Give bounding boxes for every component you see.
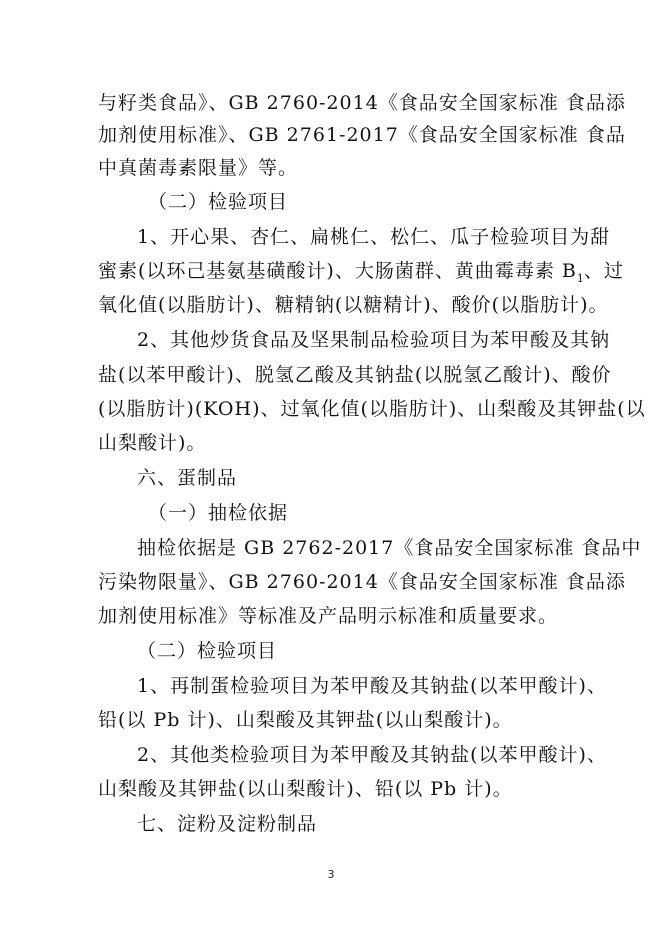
- section-heading: （二）检验项目: [137, 640, 278, 662]
- paragraph-line: 盐(以苯甲酸计)、脱氢乙酸及其钠盐(以脱氢乙酸计)、酸价: [98, 364, 612, 386]
- paragraph-line: 山梨酸及其钾盐(以山梨酸计)、铅(以 Pb 计)。: [98, 778, 513, 800]
- subscript: 1: [576, 272, 584, 285]
- paragraph-line: (以脂肪计)(KOH)、过氧化值(以脂肪计)、山梨酸及其钾盐(以: [98, 398, 646, 420]
- paragraph-line: [98, 258, 624, 284]
- section-heading: （一）抽检依据: [148, 502, 289, 524]
- section-heading: （二）检验项目: [148, 191, 289, 213]
- paragraph-line: 铅(以 Pb 计)、山梨酸及其钾盐(以山梨酸计)。: [98, 709, 513, 731]
- paragraph-line: 污染物限量》、GB 2760-2014《食品安全国家标准 食品添: [98, 571, 626, 593]
- paragraph-line: 加剂使用标准》等标准及产品明示标准和质量要求。: [98, 605, 559, 627]
- section-heading: 七、淀粉及淀粉制品: [137, 813, 318, 835]
- paragraph-line: 1、再制蛋检验项目为苯甲酸及其钠盐(以苯甲酸计)、: [137, 675, 607, 697]
- paragraph-line: 2、其他类检验项目为苯甲酸及其钠盐(以苯甲酸计)、: [137, 744, 607, 766]
- paragraph-line: 山梨酸计)。: [98, 432, 207, 454]
- paragraph-line: 1、开心果、杏仁、扁桃仁、松仁、瓜子检验项目为甜: [137, 226, 611, 248]
- paragraph-line: 氧化值(以脂肪计)、糖精钠(以糖精计)、酸价(以脂肪计)。: [98, 294, 609, 316]
- paragraph-line: 与籽类食品》、GB 2760-2014《食品安全国家标准 食品添: [98, 92, 626, 114]
- paragraph-line: 加剂使用标准》、GB 2761-2017《食品安全国家标准 食品: [98, 124, 626, 146]
- paragraph-line: 2、其他炒货食品及坚果制品检验项目为苯甲酸及其钠: [137, 329, 611, 351]
- section-heading: 六、蛋制品: [137, 467, 238, 489]
- paragraph-text: 、过: [583, 260, 624, 282]
- paragraph-line: 抽检依据是 GB 2762-2017《食品安全国家标准 食品中: [137, 537, 642, 559]
- paragraph-text: 蜜素(以环己基氨基磺酸计)、大肠菌群、黄曲霉毒素 B: [98, 260, 577, 282]
- paragraph-line: 中真菌毒素限量》等。: [98, 157, 299, 179]
- page-number: 3: [327, 868, 335, 881]
